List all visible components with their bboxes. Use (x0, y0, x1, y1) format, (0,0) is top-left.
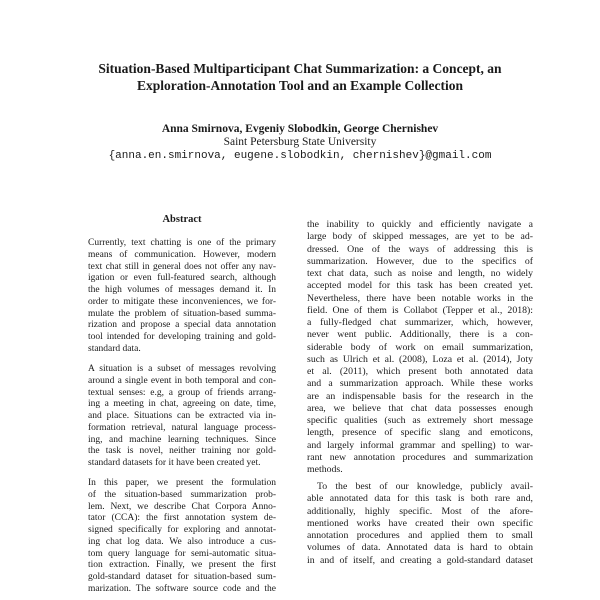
text-line: the task is novel, neither training nor gold- (88, 446, 276, 457)
text-line: To the best of our knowledge, publicly avail- (317, 481, 533, 492)
abstract-paragraph-2 (88, 364, 276, 470)
text-line: tator (CCA): the first annotation system de- (88, 513, 276, 524)
text-line: the inability to quickly and efficiently navigate a (307, 219, 533, 230)
abstract-paragraph-1 (88, 238, 276, 356)
text-line: the high volumes of messages demand it. In (88, 285, 276, 295)
text-line: able annotated data for this task is both rare and, (307, 493, 533, 505)
text-line: mentioned works have created their own specific (307, 517, 533, 529)
text-line: area, we believe that chat data possesses enough (307, 402, 533, 414)
text-line: marization. The software source code and the (88, 583, 276, 594)
text-line: et al. (2011), which present both annotated data (307, 366, 533, 377)
title-line-2: Exploration-Annotation Tool and an Example Collection (137, 78, 463, 93)
text-line: text chat data, such as noise and length, no widely (307, 268, 533, 279)
text-line: means of communication. However, modern (88, 249, 276, 260)
body-paragraph-2 (307, 481, 533, 567)
text-line: Nevertheless, there have been notable works in the (307, 292, 533, 304)
text-line: tion extraction. Finally, we present the first (88, 560, 276, 571)
text-line: such as Ulrich et al. (2008), Loza et al. (2014), Joty (307, 353, 533, 365)
text-line: ing, and machine learning techniques. Since (88, 434, 276, 445)
text-line: A situation is a subset of messages revolving (88, 364, 276, 374)
authors: Anna Smirnova, Evgeniy Slobodkin, George Chernishev (161, 123, 439, 135)
text-line: textual senses: e.g, a group of friends arrang- (88, 387, 276, 398)
text-line: rant new annotation procedures and summarization (307, 451, 533, 463)
text-line: a fully-fledged chat summarizer, which, however, (307, 317, 533, 328)
text-line: annotation procedures and applied them to small (307, 530, 533, 541)
text-line: accepted model for this task has been created yet. (307, 280, 533, 292)
paper-title (40, 60, 560, 94)
text-line: signed specifically for exploring and annotat- (88, 525, 276, 535)
text-line: are an indispensable basis for the research in the (307, 390, 533, 402)
text-line: large body of skipped messages, are yet to be ad- (307, 231, 533, 243)
title-line-1: Situation-Based Multiparticipant Chat Summarization: a Concept, an (98, 61, 502, 76)
text-line: order to mitigate these inconveniences, we for- (88, 296, 276, 307)
text-line: rization and propose a special data annotation (88, 320, 276, 331)
text-line: dressed. One of the ways of addressing this is (307, 243, 533, 255)
text-line: In this paper, we present the formulation (88, 478, 276, 488)
text-line: gold-standard dataset for situation-based sum- (88, 572, 276, 582)
text-line: specific qualities (such as extremely short message (307, 415, 533, 426)
text-line: siderable body of work on email summarization, (307, 341, 533, 353)
abstract-paragraph-3 (88, 478, 276, 596)
abstract-heading: Abstract (162, 214, 202, 225)
text-line: formation retrieval, natural language process- (88, 422, 276, 433)
text-line: tom query language for semi-automatic situa- (88, 548, 276, 559)
text-line: tool intended for developing training and gold- (88, 332, 276, 342)
text-line: standard datasets for it have been created yet. (88, 458, 261, 468)
body-paragraph-1 (307, 219, 533, 476)
text-line: ing chat log data. We also introduce a cus- (88, 536, 276, 547)
text-line: Currently, text chatting is one of the primary (88, 238, 276, 248)
text-line: ing a meeting in chat, agreeing on date, time, (88, 399, 276, 410)
author-emails: {anna.en.smirnova, eugene.slobodkin, chernishev}@gmail.com (108, 150, 492, 162)
text-line: mulate the problem of situation-based summa- (88, 308, 276, 319)
text-line: and a summarization approach. While these works (307, 378, 533, 390)
affiliation: Saint Petersburg State University (223, 136, 377, 148)
text-line: additionally, highly specific. Most of the afore- (307, 505, 533, 517)
text-line: text chat still in general does not offer any nav- (88, 261, 276, 272)
text-line: never went public. Additionally, there is a con- (307, 329, 533, 341)
text-line: and place. Situations can be extracted via in- (88, 411, 276, 421)
text-line: field. One of them is Collabot (Tepper et al., 2018): (307, 304, 533, 316)
text-line: and largely informal grammar and spelling) to war- (307, 439, 533, 451)
text-line: length, presence of specific slang and emoticons, (307, 427, 533, 439)
text-line: igation or even full-featured search, although (88, 273, 276, 284)
text-line: lem. Next, we describe Chat Corpora Anno- (88, 501, 276, 512)
text-line: volumes of data. Annotated data is hard to obtain (307, 542, 533, 554)
text-line: methods. (307, 464, 343, 475)
text-line: summarization. However, due to the specifics of (307, 255, 533, 267)
text-line: standard data. (88, 343, 141, 354)
text-line: of the situation-based summarization prob- (88, 489, 276, 500)
text-line: around a single event in both temporal and con- (88, 375, 276, 386)
text-line: in and of itself, and creating a gold-standard dataset (307, 554, 533, 566)
